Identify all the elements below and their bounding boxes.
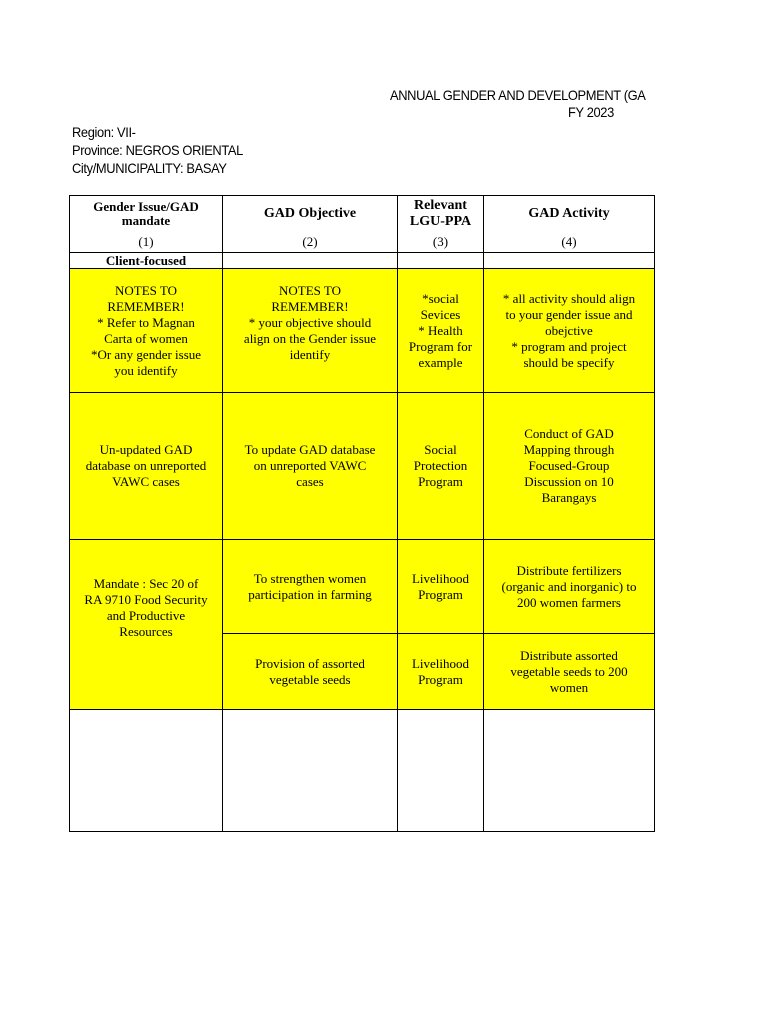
cell-line: * your objective should (248, 314, 372, 330)
cell-line: database on unreported (85, 458, 207, 473)
section-empty-cell (398, 253, 484, 269)
seeds-ppa-cell (398, 634, 484, 710)
fiscal-year: FY 2023 (568, 104, 614, 120)
cell-line: * all activity should align (502, 290, 636, 306)
cell-line: obejctive (545, 322, 593, 338)
cell-line: Distribute assorted (520, 647, 618, 663)
vawc-objective-cell (223, 393, 398, 540)
cell-line: Conduct of GAD (524, 426, 614, 441)
cell-line: to your gender issue and (505, 306, 633, 322)
cell-line: you identify (114, 362, 178, 378)
cell-line: Barangays (541, 490, 597, 505)
cell-line: REMEMBER! (271, 298, 349, 314)
column-header-row (70, 196, 655, 233)
cell-line: vegetable seeds to 200 (510, 663, 628, 679)
mandate-row-1 (70, 540, 655, 634)
cell-line: should be specify (523, 354, 615, 370)
col-header-lgu-ppa: Relevant LGU-PPA (398, 196, 484, 233)
section-label: Client-focused (70, 253, 223, 269)
cell-line: Distribute fertilizers (516, 562, 622, 578)
cell-line: vegetable seeds (269, 671, 351, 687)
seeds-objective-cell (223, 634, 398, 710)
empty-cell (484, 710, 655, 832)
cell-line: REMEMBER! (107, 298, 185, 314)
cell-line: *social (422, 290, 459, 306)
cell-line: Social (424, 442, 457, 457)
col-number-3: (3) (398, 233, 484, 253)
cell-line: 200 women farmers (517, 594, 621, 610)
gad-plan-table (69, 195, 655, 832)
section-empty-cell (223, 253, 398, 269)
cell-line: women (549, 679, 589, 695)
col-header-gad-objective: GAD Objective (223, 196, 398, 233)
cell-line: Livelihood (411, 655, 470, 671)
cell-line: participation in farming (248, 586, 372, 602)
empty-cell (223, 710, 398, 832)
cell-line: Program (418, 671, 463, 687)
col-number-2: (2) (223, 233, 398, 253)
cell-line: NOTES TO (115, 282, 177, 298)
cell-line: NOTES TO (279, 282, 341, 298)
col-header-gad-activity: GAD Activity (484, 196, 655, 233)
cell-line: and Productive (106, 607, 186, 623)
section-row (70, 253, 655, 269)
cell-line: Program for (408, 338, 473, 354)
vawc-activity-cell (484, 393, 655, 540)
cell-line: Protection (413, 458, 468, 473)
column-number-row (70, 233, 655, 253)
cell-line: *Or any gender issue (90, 346, 202, 362)
cell-line: Discussion on 10 (524, 474, 614, 489)
empty-cell (70, 710, 223, 832)
farming-objective-cell (223, 540, 398, 634)
cell-line: Provision of assorted (255, 655, 365, 671)
cell-line: RA 9710 Food Security (84, 591, 208, 607)
cell-line: align on the Gender issue (243, 330, 377, 346)
notes-row (70, 269, 655, 393)
city-label: City/MUNICIPALITY: BASAY (72, 160, 227, 176)
cell-line: To update GAD database (244, 442, 376, 457)
cell-line: cases (296, 474, 324, 489)
cell-line: Program (418, 586, 463, 602)
cell-line: (organic and inorganic) to (501, 578, 637, 594)
cell-line: Livelihood (411, 570, 470, 586)
cell-line: example (418, 354, 463, 370)
vawc-row (70, 393, 655, 540)
col-number-1: (1) (70, 233, 223, 253)
cell-line: * program and project (511, 338, 627, 354)
vawc-gender-issue-cell (70, 393, 223, 540)
cell-line: Un-updated GAD (99, 442, 193, 457)
report-title: ANNUAL GENDER AND DEVELOPMENT (GA (390, 87, 646, 103)
notes-ppa-cell (398, 269, 484, 393)
col-number-4: (4) (484, 233, 655, 253)
cell-line: * Health (418, 322, 463, 338)
notes-gender-issue-cell (70, 269, 223, 393)
notes-objective-cell (223, 269, 398, 393)
cell-line: Program (418, 474, 463, 489)
cell-line: identify (289, 346, 331, 362)
cell-line: Mandate : Sec 20 of (93, 575, 199, 591)
section-empty-cell (484, 253, 655, 269)
seeds-activity-cell (484, 634, 655, 710)
cell-line: Carta of women (104, 330, 188, 346)
cell-line: * Refer to Magnan (97, 314, 195, 330)
empty-row (70, 710, 655, 832)
province-label: Province: NEGROS ORIENTAL (72, 142, 243, 158)
cell-line: Mapping through (523, 442, 615, 457)
cell-line: on unreported VAWC (253, 458, 367, 473)
col-header-gender-issue: Gender Issue/GAD mandate (70, 196, 223, 233)
notes-activity-cell (484, 269, 655, 393)
farming-activity-cell (484, 540, 655, 634)
vawc-ppa-cell (398, 393, 484, 540)
cell-line: Sevices (420, 306, 461, 322)
mandate-gender-issue-cell (70, 540, 223, 710)
empty-cell (398, 710, 484, 832)
farming-ppa-cell (398, 540, 484, 634)
cell-line: VAWC cases (112, 474, 180, 489)
cell-line: Resources (119, 623, 173, 639)
cell-line: Focused-Group (528, 458, 610, 473)
cell-line: To strengthen women (253, 570, 367, 586)
region-label: Region: VII- (72, 124, 136, 140)
